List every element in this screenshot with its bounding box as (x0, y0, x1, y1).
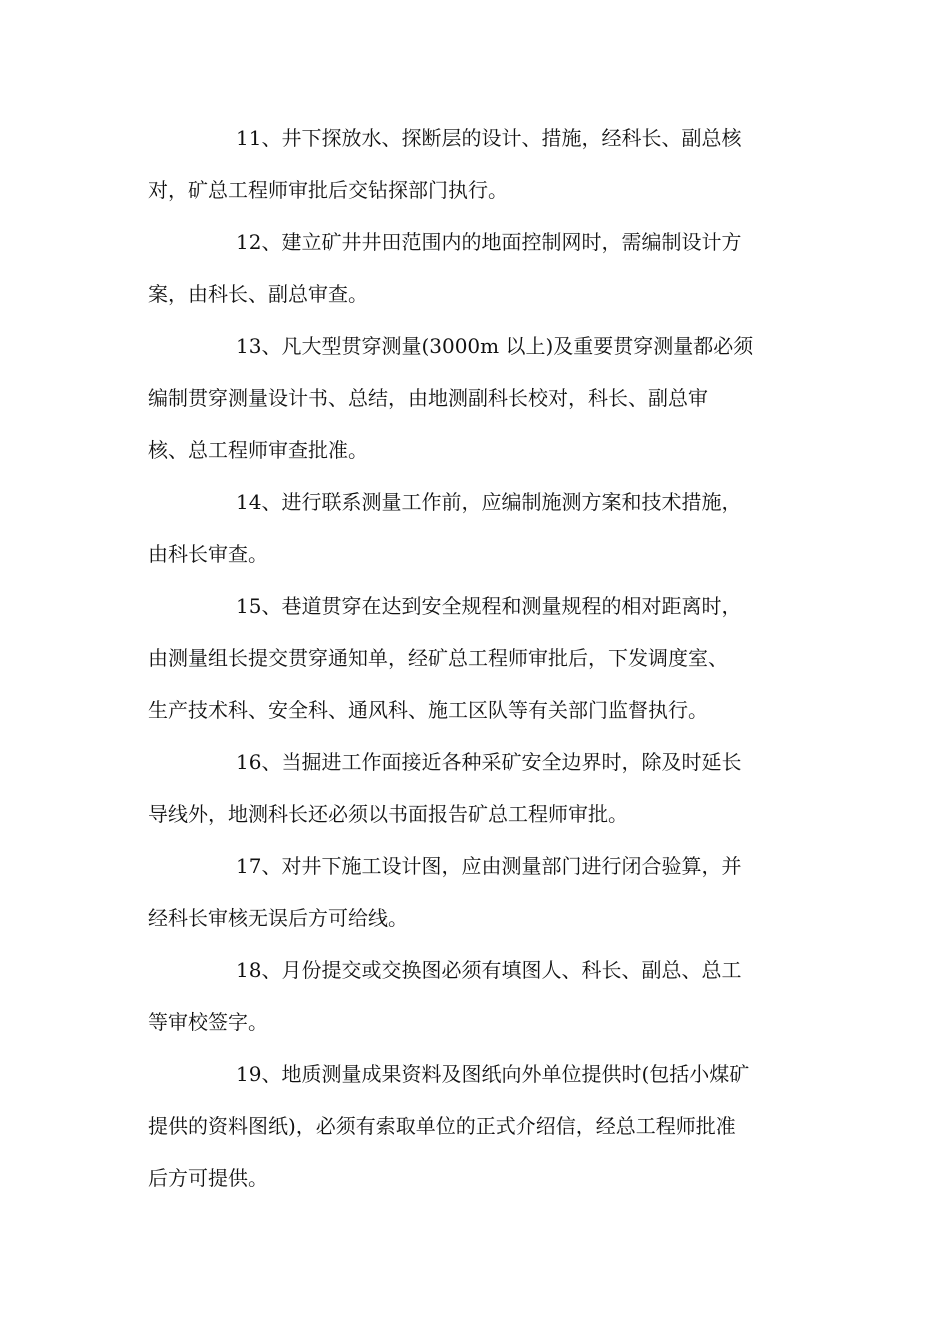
text-line: 提供的资料图纸)，必须有索取单位的正式介绍信，经总工程师批准 (148, 1114, 736, 1138)
paragraph-11 (148, 112, 808, 216)
text-line: 后方可提供。 (148, 1166, 268, 1190)
text-line: 16、当掘进工作面接近各种采矿安全边界时，除及时延长 (236, 750, 742, 774)
paragraph-19 (148, 1048, 808, 1204)
paragraph-13 (148, 320, 808, 476)
text-line: 导线外，地测科长还必须以书面报告矿总工程师审批。 (148, 802, 628, 826)
paragraph-17 (148, 840, 808, 944)
text-line: 19、地质测量成果资料及图纸向外单位提供时(包括小煤矿 (236, 1062, 750, 1086)
paragraph-16 (148, 736, 808, 840)
paragraph-18 (148, 944, 808, 1048)
text-line: 生产技术科、安全科、通风科、施工区队等有关部门监督执行。 (148, 698, 708, 722)
text-line: 经科长审核无误后方可给线。 (148, 906, 408, 930)
text-line: 由测量组长提交贯穿通知单，经矿总工程师审批后，下发调度室、 (148, 646, 728, 670)
paragraph-15 (148, 580, 808, 736)
paragraph-12 (148, 216, 808, 320)
text-line: 14、进行联系测量工作前，应编制施测方案和技术措施， (236, 490, 742, 514)
text-line: 等审校签字。 (148, 1010, 268, 1034)
text-line: 11、井下探放水、探断层的设计、措施，经科长、副总核 (236, 126, 742, 150)
text-line: 核、总工程师审查批准。 (148, 438, 368, 462)
document-body (148, 112, 808, 1204)
text-line: 17、对井下施工设计图，应由测量部门进行闭合验算，并 (236, 854, 742, 878)
text-line: 13、凡大型贯穿测量(3000m 以上)及重要贯穿测量都必须 (236, 334, 754, 358)
text-line: 编制贯穿测量设计书、总结，由地测副科长校对，科长、副总审 (148, 386, 708, 410)
text-line: 18、月份提交或交换图必须有填图人、科长、副总、总工 (236, 958, 742, 982)
text-line: 15、巷道贯穿在达到安全规程和测量规程的相对距离时， (236, 594, 742, 618)
text-line: 12、建立矿井井田范围内的地面控制网时，需编制设计方 (236, 230, 742, 254)
text-line: 对，矿总工程师审批后交钻探部门执行。 (148, 178, 508, 202)
text-line: 案，由科长、副总审查。 (148, 282, 368, 306)
text-line: 由科长审查。 (148, 542, 268, 566)
paragraph-14 (148, 476, 808, 580)
